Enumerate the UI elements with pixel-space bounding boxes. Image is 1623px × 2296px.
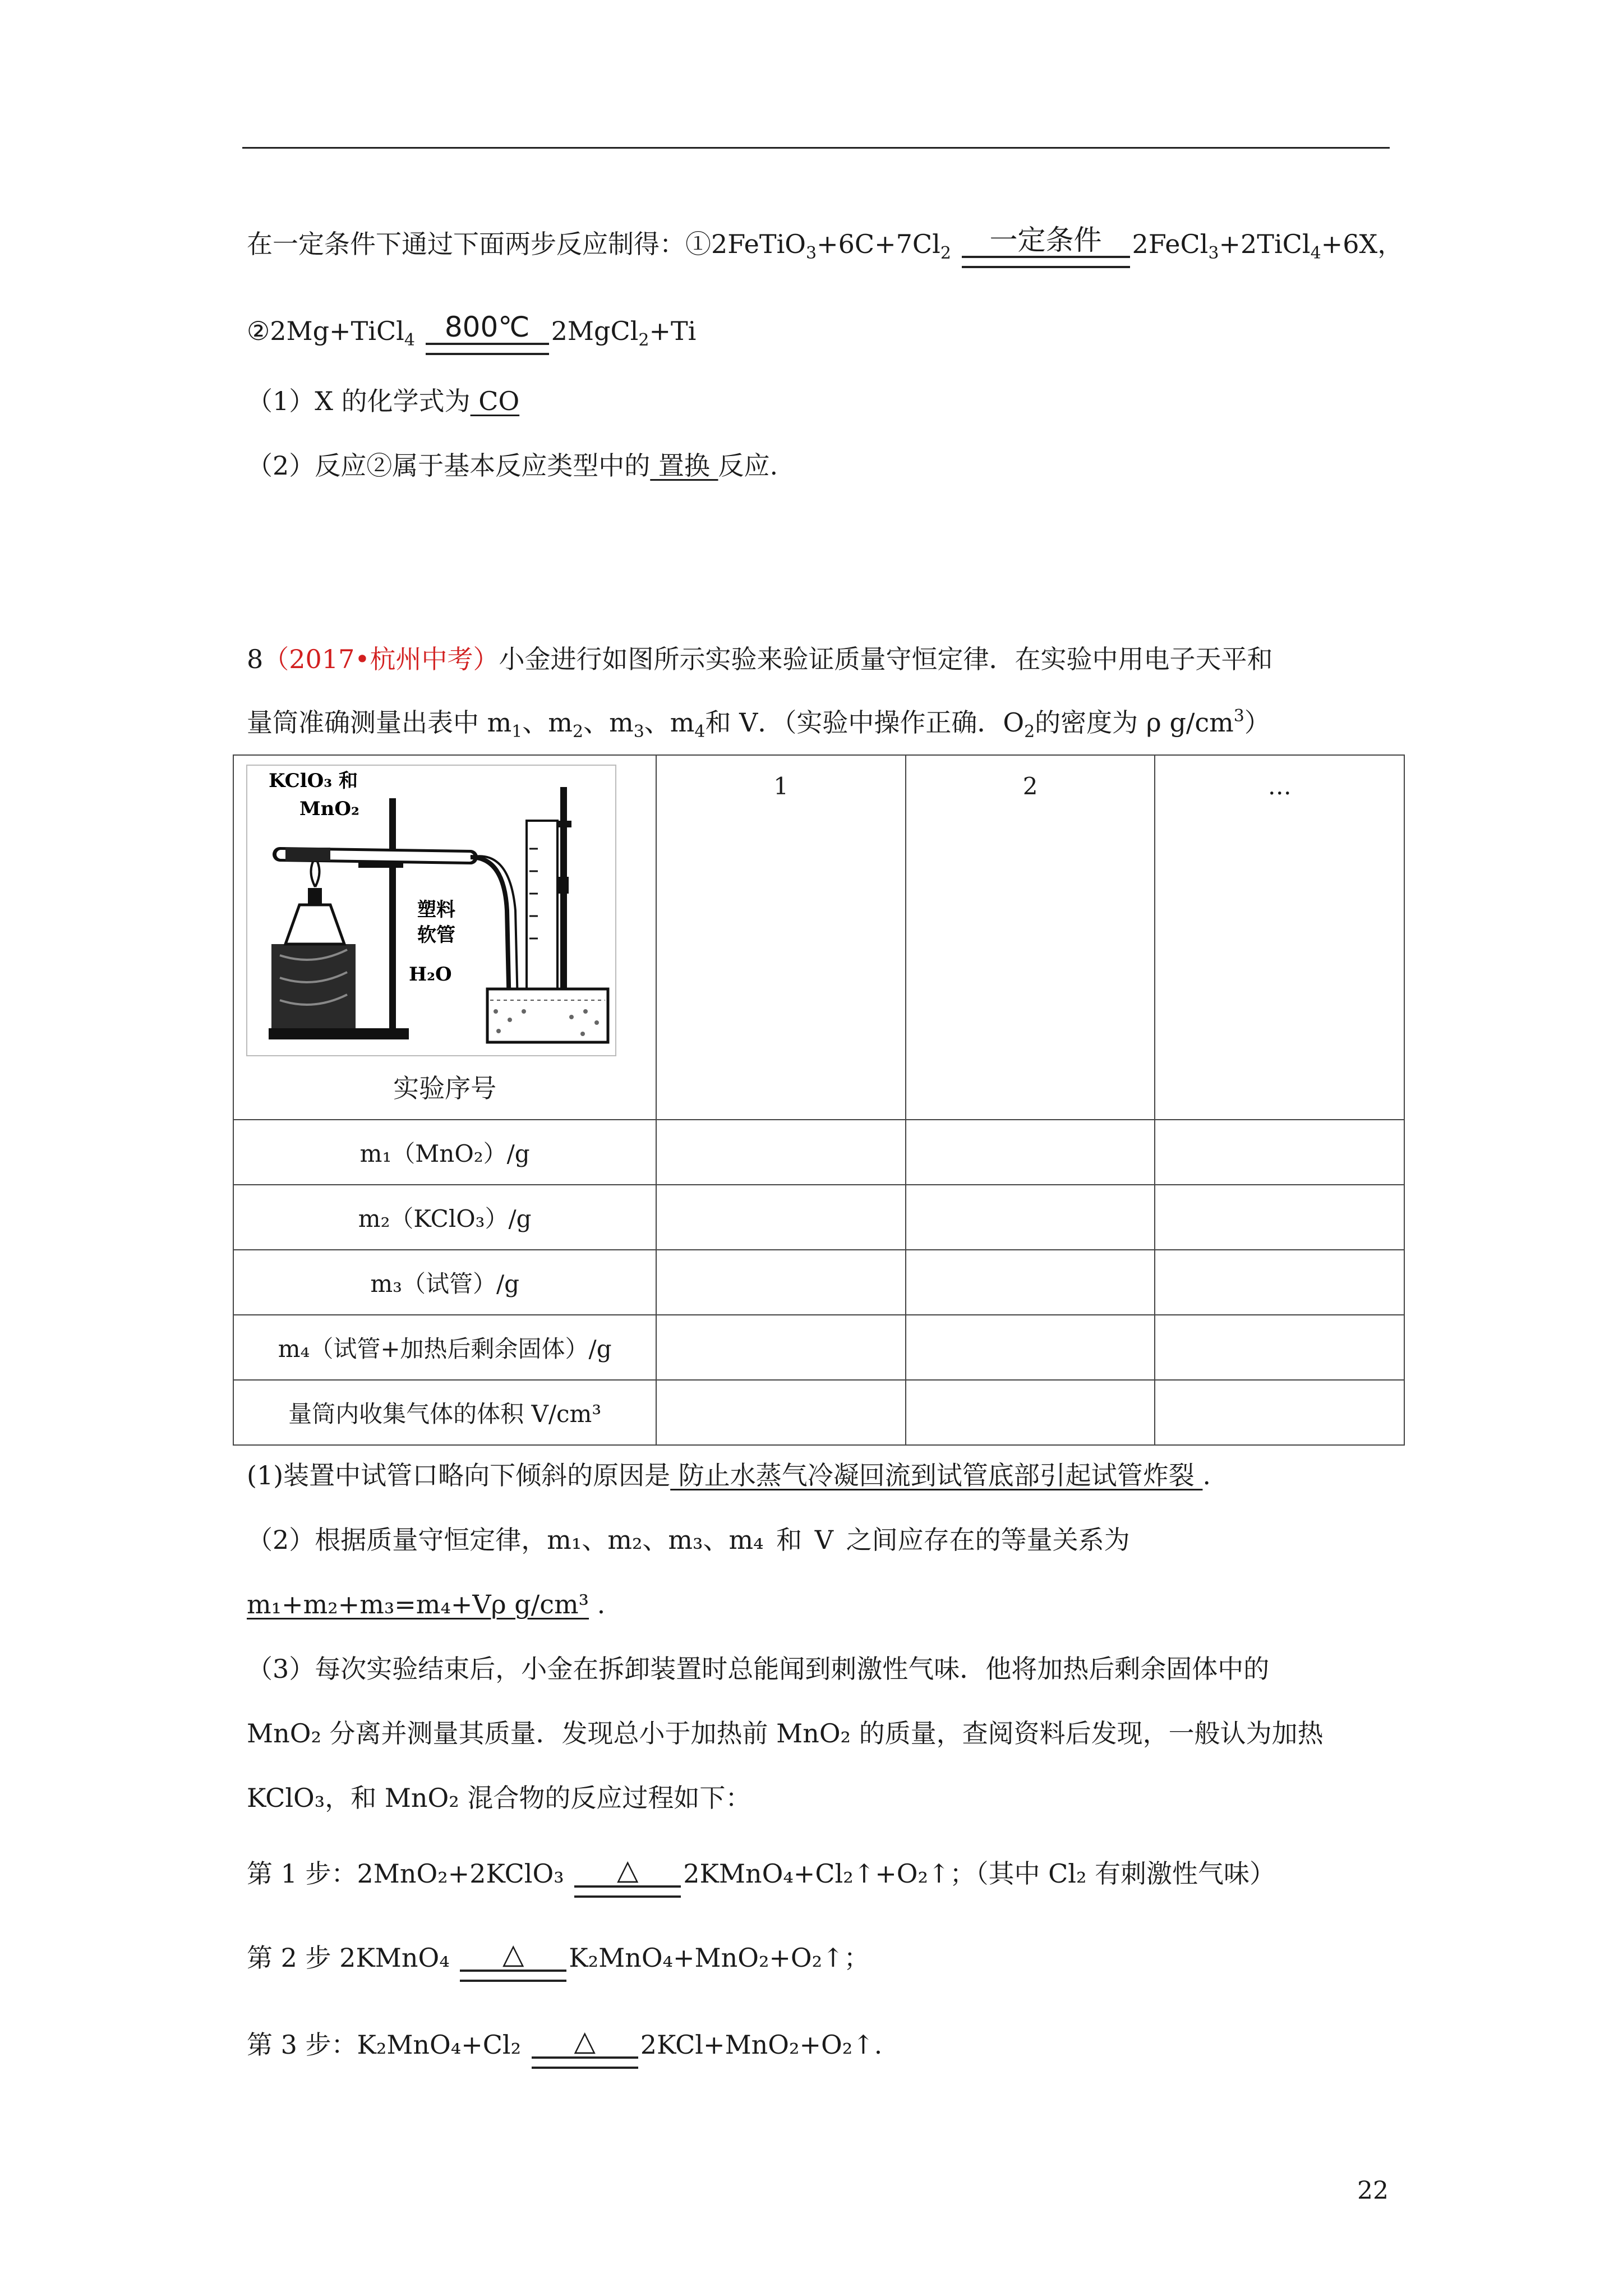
step-3: 第 3 步：K₂MnO₄+Cl₂ △ 2KCl+MnO₂+O₂↑. [247, 2025, 882, 2069]
data-table [233, 754, 1405, 1446]
table-row [233, 1315, 1404, 1380]
label-mno2: MnO₂ [299, 798, 359, 820]
answer-1: (1)装置中试管口略向下倾斜的原因是 防止水蒸气冷凝回流到试管底部引起试管炸裂 . [247, 1460, 1211, 1490]
answer-2-line-2: m₁+m₂+m₃=m₄+Vρ g/cm³ . [247, 1589, 606, 1619]
intro-equation-2: ②2Mg+TiCl$_4$ 800℃ 2MgCl$_2$+Ti [247, 311, 696, 355]
table-row [233, 1120, 1404, 1185]
header-label: 实验序号 [393, 1073, 497, 1103]
header-col-2: 2 [906, 755, 1155, 1120]
answer-2-line-1: （2）根据质量守恒定律，m₁、m₂、m₃、m₄ 和 V 之间应存在的等量关系为 [247, 1525, 1130, 1555]
apparatus-figure [246, 765, 616, 1056]
row-label-m3: m₃（试管）/g [233, 1250, 656, 1315]
step-1-condition: △ [574, 1854, 681, 1898]
page-number: 22 [1357, 2177, 1389, 2205]
eq2-condition: 800℃ [426, 311, 549, 355]
table-row [233, 1380, 1404, 1445]
step-2: 第 2 步 2KMnO₄ △ K₂MnO₄+MnO₂+O₂↑； [247, 1938, 870, 1982]
row-label-m2: m₂（KClO₃）/g [233, 1185, 656, 1250]
step-2-condition: △ [460, 1938, 566, 1982]
step-3-condition: △ [532, 2025, 638, 2069]
answer-3-line-2: MnO₂ 分离并测量其质量．发现总小于加热前 MnO₂ 的质量，查阅资料后发现，一般认为加热 [247, 1718, 1324, 1749]
label-tube-1: 塑料 [417, 899, 455, 921]
problem-source: （2017•杭州中考） [263, 644, 499, 674]
row-label-m4: m₄（试管+加热后剩余固体）/g [233, 1315, 656, 1380]
question-2: （2）反应②属于基本反应类型中的 置换 反应. [247, 450, 778, 481]
figure-cell [233, 755, 656, 1120]
problem-8-line-2: 量筒准确测量出表中 $m_1$、$m_2$、$m_3$、$m_4$和 V．（实验中操作正确．$O_2$的密度为 ρ $g/cm^3$） [247, 706, 1270, 742]
answer-displacement: 置换 [650, 450, 718, 481]
table-row [233, 1250, 1404, 1315]
label-kclo3: KClO₃ 和 [269, 770, 358, 792]
problem-8-line-1: 8（2017•杭州中考）小金进行如图所示实验来验证质量守恒定律．在实验中用电子天平和 [247, 644, 1273, 674]
step-1: 第 1 步：2MnO₂+2KClO₃ △ 2KMnO₄+Cl₂↑+O₂↑；（其中 Cl₂ 有刺激性气味） [247, 1854, 1275, 1898]
table-header-row [233, 755, 1404, 1120]
header-col-1: 1 [656, 755, 906, 1120]
table-row [233, 1185, 1404, 1250]
intro-equation-1: 在一定条件下通过下面两步反应制得：$①2FeTiO_3+6C+7Cl_2$ 一定条件 2FeCl$_3$+2TiCl$_4$+6X， [247, 224, 1403, 268]
question-1: （1）X 的化学式为 CO [247, 386, 520, 416]
label-tube-2: 软管 [417, 924, 455, 946]
eq1-condition: 一定条件 [962, 224, 1130, 268]
header-col-3: … [1155, 755, 1404, 1120]
row-label-v: 量筒内收集气体的体积 V/cm³ [233, 1380, 656, 1445]
row-label-m1: m₁（MnO₂）/g [233, 1120, 656, 1185]
header-rule [242, 147, 1390, 149]
answer-3-line-3: KClO₃，和 MnO₂ 混合物的反应过程如下： [247, 1783, 751, 1813]
eq1-left: 在一定条件下通过下面两步反应制得：①2FeTiO [247, 229, 806, 259]
answer-3-line-1: （3）每次实验结束后，小金在拆卸装置时总能闻到刺激性气味．他将加热后剩余固体中的 [247, 1654, 1270, 1684]
label-water: H₂O [409, 963, 452, 986]
answer-co: CO [470, 386, 520, 416]
